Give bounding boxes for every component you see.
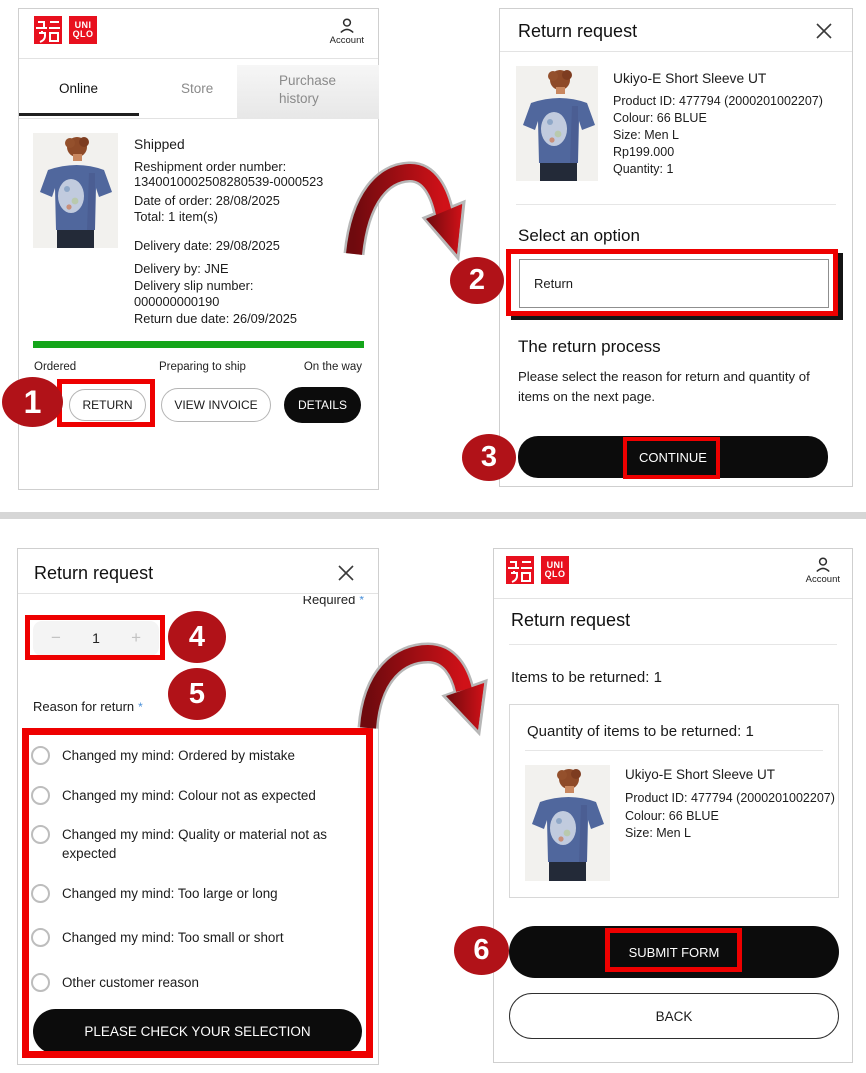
order-status: Shipped [134, 137, 185, 152]
return-button[interactable]: RETURN [69, 389, 146, 421]
step-badge-4: 4 [168, 611, 226, 663]
radio-icon[interactable] [31, 928, 50, 947]
product-id: Product ID: 477794 (2000201002207) [625, 791, 835, 805]
uniqlo-logo-tile [69, 16, 97, 44]
divider [516, 204, 836, 205]
step-arrow-1-2 [340, 158, 475, 268]
section-divider-band [0, 512, 866, 519]
reason-option-label: Changed my mind: Too large or long [62, 886, 278, 901]
order-line: Delivery by: JNE [134, 261, 229, 276]
logo-line1: UNI [546, 559, 564, 570]
progress-label-ordered: Ordered [34, 361, 77, 373]
back-button[interactable]: BACK [509, 993, 839, 1039]
order-line: Delivery date: 29/08/2025 [134, 238, 280, 253]
modal-title: Return request [518, 21, 638, 41]
quantity-stepper [33, 621, 159, 656]
account-label: Account [805, 574, 840, 585]
radio-icon[interactable] [31, 884, 50, 903]
uniqlo-katakana-logo-icon [34, 16, 62, 44]
product-photo [33, 133, 118, 248]
details-button[interactable]: DETAILS [284, 387, 361, 423]
close-icon[interactable] [816, 23, 832, 39]
product-photo [516, 66, 598, 181]
product-price: Rp199.000 [613, 145, 675, 159]
return-option-value: Return [534, 276, 574, 291]
product-colour: Colour: 66 BLUE [613, 111, 707, 125]
order-page-panel [18, 8, 379, 490]
order-line: 000000000190 [134, 294, 220, 309]
product-title: Ukiyo-E Short Sleeve UT [625, 767, 776, 782]
uniqlo-logo-tile [541, 556, 569, 584]
tab-online[interactable]: Online [59, 81, 99, 96]
view-invoice-button[interactable]: VIEW INVOICE [161, 388, 271, 422]
order-line: Date of order: 28/08/2025 [134, 193, 280, 208]
progress-label-on-the-way: On the way [303, 361, 362, 373]
active-tab-underline [19, 113, 139, 116]
product-size: Size: Men L [625, 826, 692, 840]
product-id: Product ID: 477794 (2000201002207) [613, 94, 823, 108]
required-label: Required * [302, 596, 364, 607]
confirm-page-panel [493, 548, 853, 1063]
reason-option-label: Changed my mind: Quality or material not as expected [62, 827, 327, 861]
plus-button[interactable]: + [131, 628, 141, 647]
progress-bar [33, 341, 364, 348]
process-text-line1: Please select the reason for return and quantity of [518, 369, 810, 384]
tab-purchase-history-label1: Purchase [279, 73, 337, 88]
uniqlo-katakana-logo-icon [506, 556, 534, 584]
divider [509, 644, 837, 645]
return-option-select[interactable] [519, 259, 829, 308]
continue-button[interactable]: CONTINUE [518, 436, 828, 478]
step-badge-1: 1 [2, 377, 63, 427]
step-badge-2: 2 [450, 257, 504, 304]
divider [525, 750, 823, 751]
uniqlo-logo [506, 556, 569, 584]
reason-option-label: Changed my mind: Ordered by mistake [62, 748, 295, 763]
close-icon[interactable] [338, 565, 354, 581]
order-line: 1340010002508280539-0000523 [134, 174, 324, 189]
tab-purchase-history[interactable] [237, 65, 379, 119]
logo-line1: UNI [74, 19, 92, 30]
account-label: Account [329, 35, 364, 46]
radio-icon[interactable] [31, 786, 50, 805]
product-title: Ukiyo-E Short Sleeve UT [613, 71, 767, 86]
order-line: Total: 1 item(s) [134, 209, 218, 224]
step-badge-5: 5 [168, 668, 226, 720]
step-badge-6: 6 [454, 926, 509, 975]
order-line: Delivery slip number: [134, 278, 254, 293]
divider [500, 51, 852, 52]
radio-icon[interactable] [31, 825, 50, 844]
radio-icon[interactable] [31, 973, 50, 992]
reason-option-label: Changed my mind: Colour not as expected [62, 788, 316, 803]
tab-purchase-history-label2: history [279, 91, 319, 106]
product-photo [525, 765, 610, 881]
quantity-value: 1 [92, 630, 100, 646]
logo-line2: QLO [544, 569, 566, 579]
step-arrow-5-6 [352, 640, 502, 740]
order-line: Return due date: 26/09/2025 [134, 311, 297, 326]
items-to-return-line: Items to be returned: 1 [511, 669, 662, 686]
return-process-heading: The return process [518, 337, 661, 356]
step-badge-3: 3 [462, 434, 516, 481]
product-colour: Colour: 66 BLUE [625, 809, 719, 823]
product-size: Size: Men L [613, 128, 680, 142]
reason-option-label: Other customer reason [62, 975, 199, 990]
check-selection-button[interactable]: PLEASE CHECK YOUR SELECTION [33, 1009, 362, 1054]
reason-title: Return request [34, 563, 154, 583]
divider [494, 598, 852, 599]
order-line: Reshipment order number: [134, 159, 287, 174]
process-text-line2: items on the next page. [518, 389, 656, 404]
divider [18, 593, 378, 594]
return-summary-box [509, 704, 839, 898]
reason-for-return-label: Reason for return * [33, 699, 143, 714]
tab-store[interactable]: Store [181, 81, 214, 96]
account-icon [339, 18, 355, 34]
submit-form-button[interactable]: SUBMIT FORM [509, 926, 839, 978]
progress-label-preparing: Preparing to ship [159, 361, 246, 373]
account-icon [815, 557, 831, 573]
account-button[interactable] [330, 18, 364, 46]
uniqlo-logo [34, 16, 97, 44]
confirm-title: Return request [511, 610, 631, 630]
quantity-heading: Quantity of items to be returned: 1 [527, 723, 754, 740]
logo-line2: QLO [72, 29, 94, 39]
select-option-heading: Select an option [518, 226, 640, 245]
minus-button[interactable]: − [51, 628, 61, 647]
reason-option-label: Changed my mind: Too small or short [62, 930, 284, 945]
return-request-modal [499, 8, 853, 487]
radio-icon[interactable] [31, 746, 50, 765]
order-tabs [19, 58, 378, 119]
account-button[interactable] [806, 557, 840, 585]
product-quantity: Quantity: 1 [613, 162, 674, 176]
